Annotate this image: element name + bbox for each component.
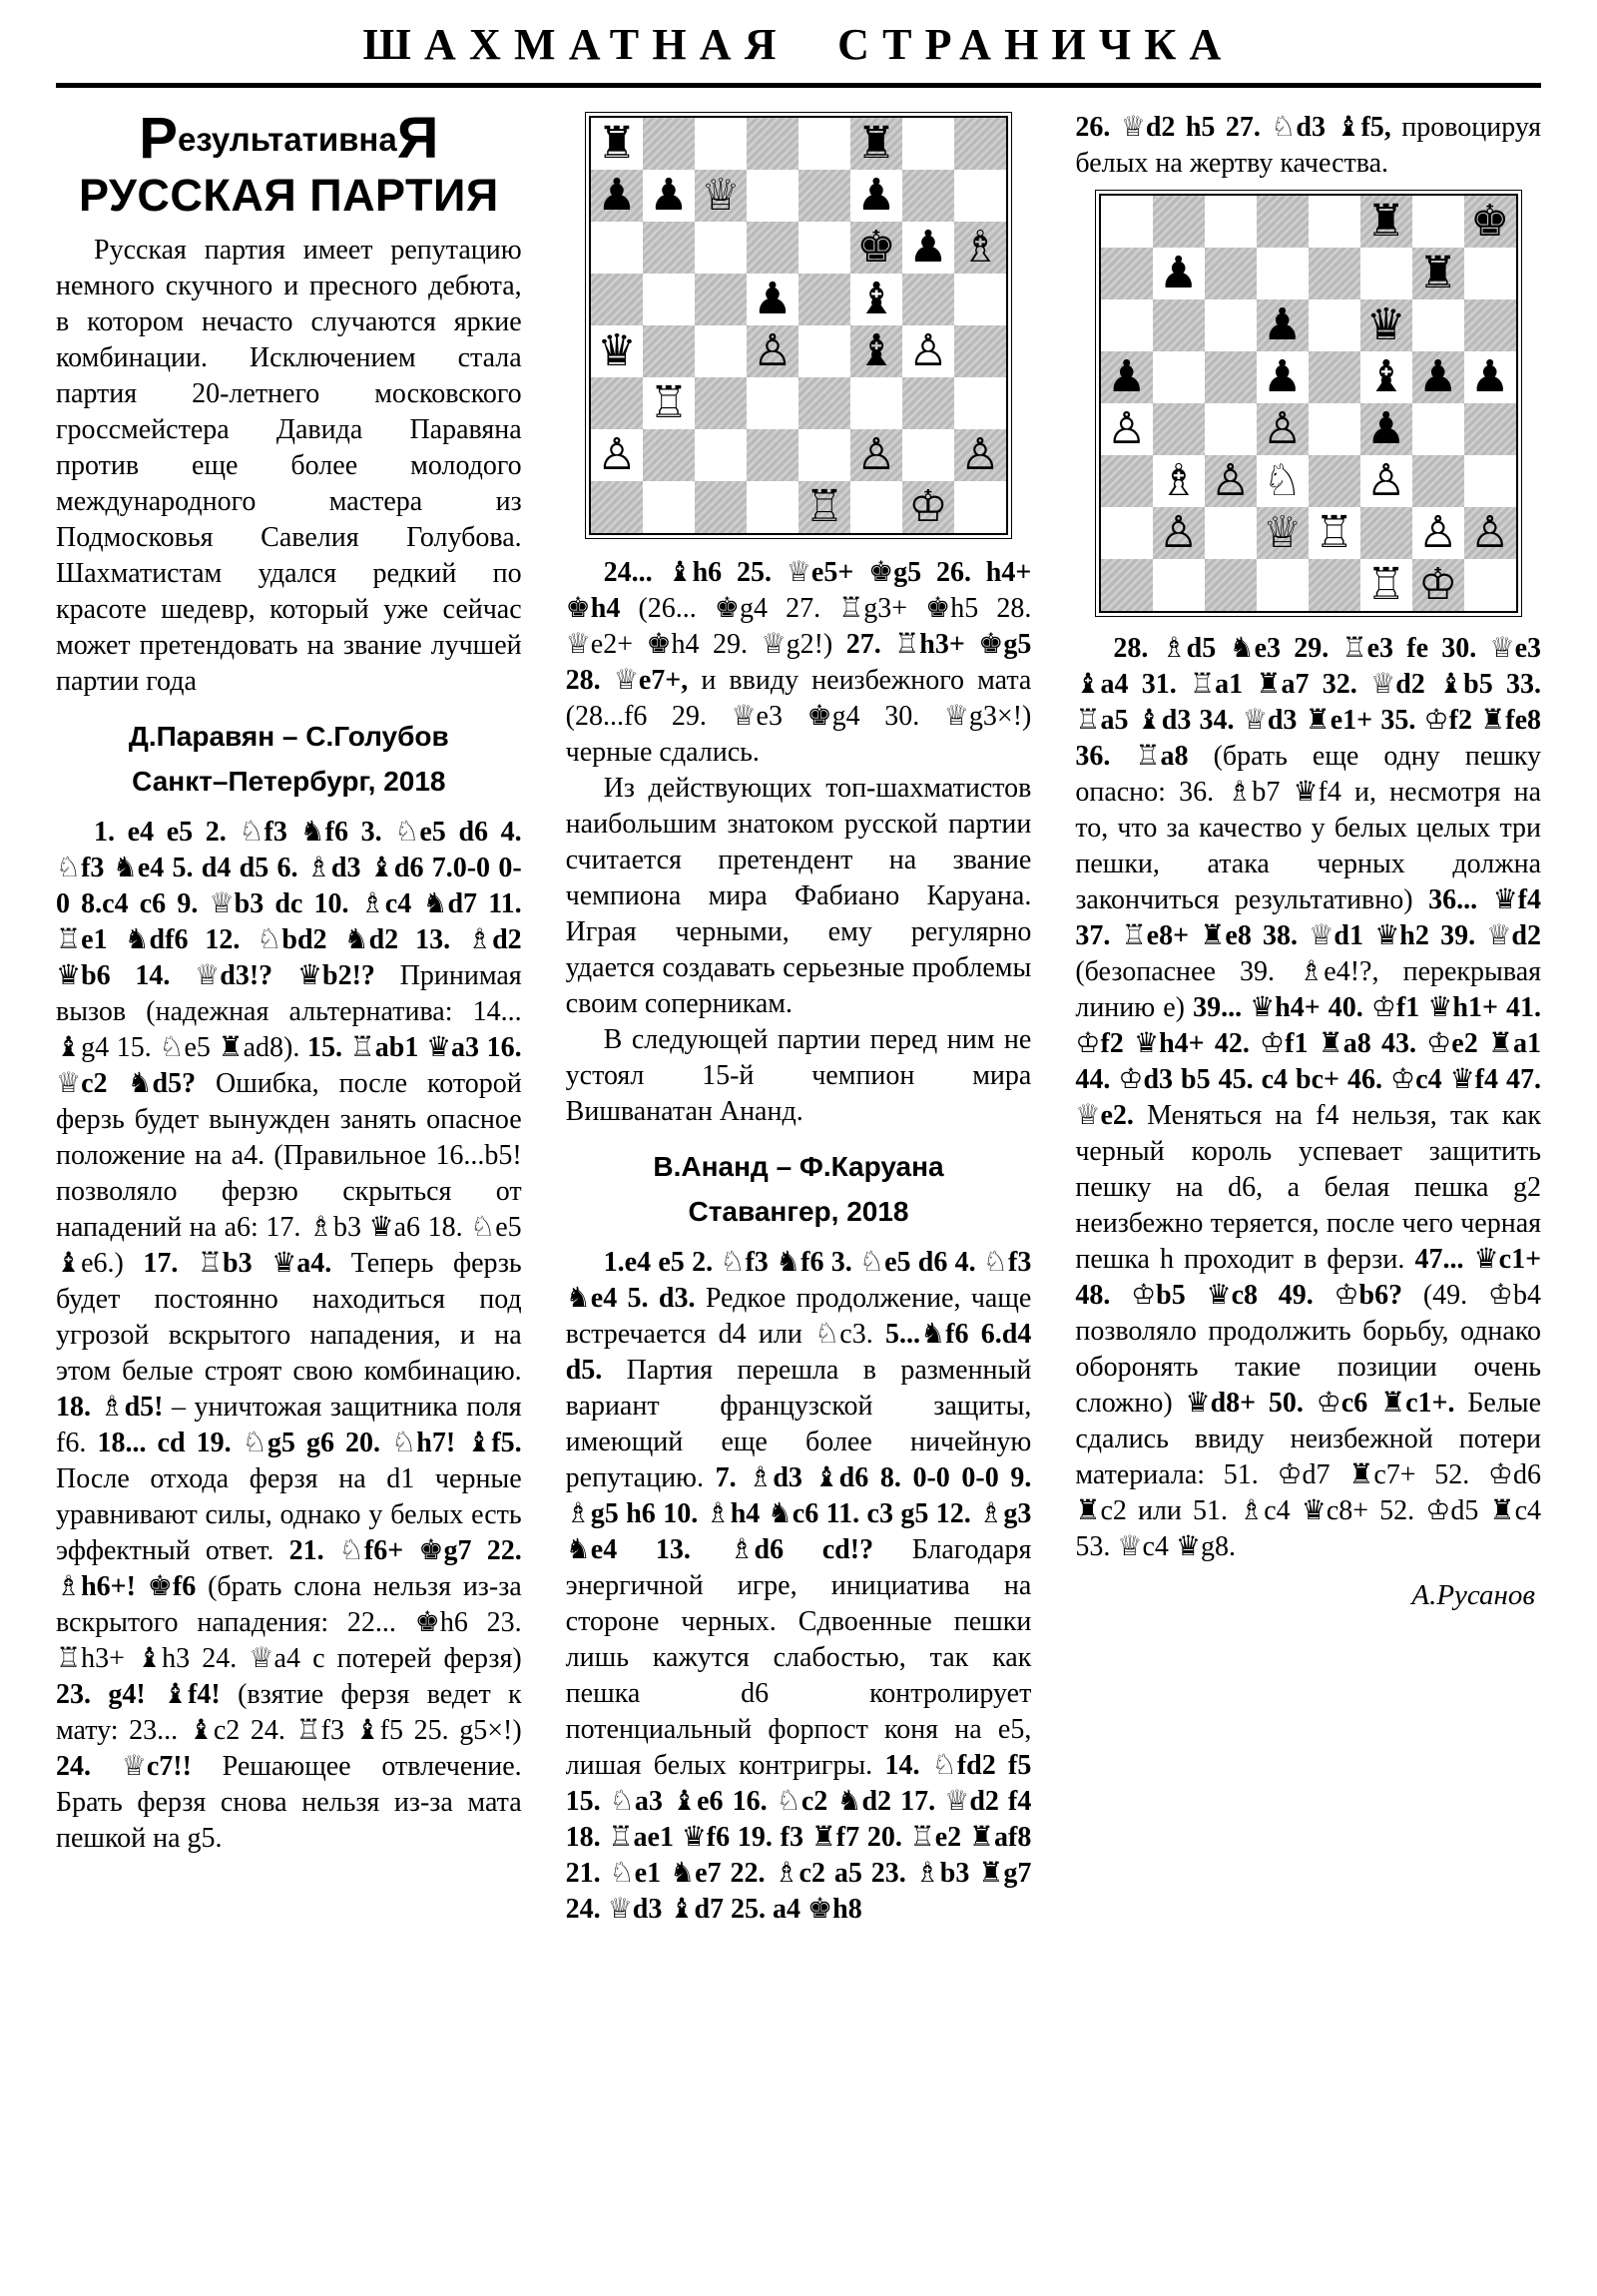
board-square bbox=[798, 377, 850, 429]
piece-black-king: ♚ bbox=[1464, 196, 1516, 248]
board-square bbox=[1309, 196, 1360, 248]
board-square bbox=[1309, 403, 1360, 455]
board-square bbox=[850, 377, 902, 429]
piece-white-pawn: ♙ bbox=[747, 325, 798, 377]
piece-black-pawn: ♟ bbox=[1153, 248, 1205, 299]
author-byline: А.Русанов bbox=[1411, 1578, 1536, 1611]
piece-white-pawn: ♙ bbox=[1101, 403, 1153, 455]
board-square bbox=[695, 274, 747, 325]
piece-black-bishop: ♝ bbox=[850, 274, 902, 325]
piece-white-pawn: ♙ bbox=[1464, 507, 1516, 559]
board-square bbox=[1360, 248, 1412, 299]
board-square bbox=[1153, 559, 1205, 611]
piece-white-pawn: ♙ bbox=[850, 429, 902, 481]
board-square bbox=[1205, 248, 1257, 299]
piece-white-rook: ♖ bbox=[798, 481, 850, 533]
board-square bbox=[1153, 299, 1205, 351]
board-square bbox=[798, 170, 850, 222]
board-square bbox=[1153, 403, 1205, 455]
board-square bbox=[1412, 299, 1464, 351]
board-square bbox=[1153, 196, 1205, 248]
column-middle bbox=[566, 110, 1032, 1928]
board-square bbox=[954, 377, 1006, 429]
piece-white-bishop: ♗ bbox=[1153, 455, 1205, 507]
board-square bbox=[1101, 299, 1153, 351]
piece-white-pawn: ♙ bbox=[1360, 455, 1412, 507]
board-square bbox=[798, 222, 850, 274]
piece-white-king: ♔ bbox=[902, 481, 954, 533]
piece-white-pawn: ♙ bbox=[1257, 403, 1309, 455]
piece-black-pawn: ♟ bbox=[1464, 351, 1516, 403]
game2-moves-part1: 1.e4 e5 2. ♘f3 ♞f6 3. ♘e5 d6 4. ♘f3 ♞e4 5. d3. Редкое продолжение, чаще встречается d4 или ♘c3. 5...♞f6 6.d4 d5. Партия перешла в разменный вариант французской защиты, имеющий еще более ничейную репутацию. 7. ♗d3 ♝d6 8. 0-0 0-0 9. ♗g5 h6 10. ♗h4 ♞c6 11. c3 g5 12. ♗g3 ♞e4 13. ♗d6 cd!? Благодаря энергичной игре, инициатива на стороне черных. Сдвоенные пешки лишь кажутся слабостью, так как пешка d6 контролирует потенциальный форпост коня на e5, лишая белых контригры. 14. ♘fd2 f5 15. ♘a3 ♝e6 16. ♘c2 ♞d2 17. ♕d2 f4 18. ♖ae1 ♛f6 19. f3 ♜f7 20. ♖e2 ♜af8 21. ♘e1 ♞e7 22. ♗c2 a5 23. ♗b3 ♜g7 24. ♕d3 ♝d7 25. a4 ♚h8 bbox=[565, 1246, 1032, 1925]
board-square bbox=[902, 377, 954, 429]
article-title-line2: РУССКАЯ ПАРТИЯ bbox=[79, 169, 499, 221]
board-square bbox=[1205, 507, 1257, 559]
board-square bbox=[902, 170, 954, 222]
board-square bbox=[1205, 299, 1257, 351]
header-divider bbox=[56, 83, 1541, 88]
piece-black-pawn: ♟ bbox=[850, 170, 902, 222]
interlude-paragraph-1: Из действующих топ-шахматистов наибольшим знатоком русской партии считается претендент на звание чемпиона мира Фабиано Каруана. Играя черными, ему регулярно удается создавать серьезные проблемы своим соперникам. bbox=[565, 772, 1032, 1019]
game1-moves-part1: 1. e4 e5 2. ♘f3 ♞f6 3. ♘e5 d6 4. ♘f3 ♞e4 5. d4 d5 6. ♗d3 ♝d6 7.0-0 0-0 8.c4 c6 9. ♕b3 dc 10. ♗c4 ♞d7 11. ♖e1 ♞df6 12. ♘bd2 ♞d2 13. ♗d2 ♛b6 14. ♕d3!? ♛b2!? Принимая вызов (надежная альтернатива: 14... ♝g4 15. ♘e5 ♜ad8). 15. ♖ab1 ♛a3 16. ♕c2 ♞d5? Ошибка, после которой ферзь будет вынужден занять опасное положение на a4. (Правильное 16...b5! позволяло ферзю скрыться от нападений на a6: 17. ♗b3 ♛a6 18. ♘e5 ♝e6.) 17. ♖b3 ♛a4. Теперь ферзь будет постоянно находиться под угрозой вскрытого нападения, и на этом белые строят свою комбинацию. 18. ♗d5! – уничтожая защитника поля f6. 18... cd 19. ♘g5 g6 20. ♘h7! ♝f5. После отхода ферзя на d1 черные уравнивают силы, однако у белых есть эффектный ответ. 21. ♘f6+ ♚g7 22. ♗h6+! ♚f6 (брать слона нельзя из-за вскрытого нападения: 22... ♚h6 23. ♖h3+ ♝h3 24. ♕a4 с потерей ферзя) 23. g4! ♝f4! (взятие ферзя ведет к мату: 23... ♝c2 24. ♖f3 ♝f5 25. g5×!) 24. ♕c7!! Решающее отвлечение. Брать ферзя снова нельзя из-за мата пешкой на g5. bbox=[56, 817, 522, 1855]
board-square bbox=[1153, 351, 1205, 403]
piece-black-bishop: ♝ bbox=[1360, 351, 1412, 403]
piece-black-pawn: ♟ bbox=[1412, 351, 1464, 403]
board-square bbox=[1464, 403, 1516, 455]
piece-white-pawn: ♙ bbox=[954, 429, 1006, 481]
article-title bbox=[56, 105, 522, 221]
board-square bbox=[1257, 248, 1309, 299]
piece-black-pawn: ♟ bbox=[643, 170, 695, 222]
game1-players-heading: Д.Паравян – С.Голубов bbox=[128, 720, 449, 752]
chess-diagram-2 bbox=[1099, 194, 1518, 613]
intro-paragraph: Русская партия имеет репутацию немного скучного и пресного дебюта, в котором нечасто случаются яркие комбинации. Исключением стала партия 20-летнего московского гроссмейстера Давида Паравяна против еще более молодого международного мастера из Подмосковья Савелия Голубова. Шахматистам удался редкий по красоте шедевр, который уже сейчас может претендовать на звание лучшей партии года bbox=[56, 234, 522, 697]
piece-black-queen: ♛ bbox=[591, 325, 643, 377]
board-square bbox=[695, 377, 747, 429]
piece-white-king: ♔ bbox=[1412, 559, 1464, 611]
board-square bbox=[1464, 455, 1516, 507]
piece-white-rook: ♖ bbox=[1309, 507, 1360, 559]
board-square bbox=[643, 429, 695, 481]
piece-white-rook: ♖ bbox=[1360, 559, 1412, 611]
board-square bbox=[1205, 403, 1257, 455]
board-square bbox=[798, 274, 850, 325]
piece-black-rook: ♜ bbox=[591, 118, 643, 170]
board-square bbox=[747, 481, 798, 533]
piece-white-queen: ♕ bbox=[695, 170, 747, 222]
board-square bbox=[1309, 559, 1360, 611]
board-square bbox=[1205, 559, 1257, 611]
board-square bbox=[695, 481, 747, 533]
board-square bbox=[643, 481, 695, 533]
piece-white-knight: ♘ bbox=[1257, 455, 1309, 507]
piece-white-pawn: ♙ bbox=[902, 325, 954, 377]
board-square bbox=[643, 274, 695, 325]
board-square bbox=[1464, 248, 1516, 299]
piece-black-pawn: ♟ bbox=[747, 274, 798, 325]
game2-venue-heading: Ставангер, 2018 bbox=[688, 1196, 909, 1228]
board-square bbox=[1101, 196, 1153, 248]
board-square bbox=[747, 377, 798, 429]
piece-white-pawn: ♙ bbox=[591, 429, 643, 481]
board-square bbox=[695, 429, 747, 481]
chess-diagram-1 bbox=[589, 116, 1008, 535]
board-square bbox=[643, 118, 695, 170]
board-square bbox=[1257, 196, 1309, 248]
board-square bbox=[1101, 248, 1153, 299]
board-square bbox=[591, 274, 643, 325]
board-square bbox=[1101, 559, 1153, 611]
game1-venue-heading: Санкт–Петербург, 2018 bbox=[132, 766, 446, 798]
board-square bbox=[695, 118, 747, 170]
board-square bbox=[643, 325, 695, 377]
piece-black-rook: ♜ bbox=[1412, 248, 1464, 299]
column-left bbox=[56, 105, 522, 1857]
piece-white-pawn: ♙ bbox=[1412, 507, 1464, 559]
board-square bbox=[902, 118, 954, 170]
game2-players-heading: В.Ананд – Ф.Каруана bbox=[653, 1150, 944, 1182]
board-square bbox=[643, 222, 695, 274]
board-square bbox=[798, 325, 850, 377]
title-final-cap: Я bbox=[396, 105, 439, 171]
piece-black-pawn: ♟ bbox=[1360, 403, 1412, 455]
piece-black-pawn: ♟ bbox=[1101, 351, 1153, 403]
game1-moves-part2: 24... ♝h6 25. ♕e5+ ♚g5 26. h4+ ♚h4 (26... ♚g4 27. ♖g3+ ♚h5 28. ♕e2+ ♚h4 29. ♕g2!) 27. ♖h3+ ♚g5 28. ♕e7+, и ввиду неизбежного мата (28...f6 29. ♕e3 ♚g4 30. ♕g3×!) черные сдались. bbox=[565, 556, 1032, 768]
article-title-line1 bbox=[56, 105, 522, 171]
board-square bbox=[747, 170, 798, 222]
board-square bbox=[1101, 455, 1153, 507]
piece-white-pawn: ♙ bbox=[1205, 455, 1257, 507]
piece-white-bishop: ♗ bbox=[954, 222, 1006, 274]
piece-black-queen: ♛ bbox=[1360, 299, 1412, 351]
page-header: ШАХМАТНАЯ СТРАНИЧКА bbox=[362, 20, 1235, 69]
board-square bbox=[591, 222, 643, 274]
piece-black-rook: ♜ bbox=[850, 118, 902, 170]
board-square bbox=[1205, 196, 1257, 248]
title-mid-text: езультативна bbox=[177, 120, 397, 158]
board-square bbox=[747, 118, 798, 170]
board-square bbox=[591, 377, 643, 429]
board-square bbox=[1464, 299, 1516, 351]
interlude-paragraph-2: В следующей партии перед ним не устоял 15-й чемпион мира Вишванатан Ананд. bbox=[565, 1023, 1032, 1127]
piece-black-bishop: ♝ bbox=[850, 325, 902, 377]
board-square bbox=[1412, 403, 1464, 455]
board-square bbox=[954, 481, 1006, 533]
game2-moves-part2: 26. ♕d2 h5 27. ♘d3 ♝f5, провоцируя белых на жертву качества. bbox=[1075, 111, 1542, 179]
piece-black-pawn: ♟ bbox=[902, 222, 954, 274]
board-square bbox=[747, 222, 798, 274]
board-square bbox=[1464, 559, 1516, 611]
board-square bbox=[1309, 351, 1360, 403]
board-square bbox=[954, 118, 1006, 170]
board-square bbox=[798, 118, 850, 170]
board-square bbox=[1309, 455, 1360, 507]
board-square bbox=[954, 274, 1006, 325]
piece-black-pawn: ♟ bbox=[591, 170, 643, 222]
board-square bbox=[850, 481, 902, 533]
piece-white-pawn: ♙ bbox=[1153, 507, 1205, 559]
board-square bbox=[798, 429, 850, 481]
piece-black-pawn: ♟ bbox=[1257, 299, 1309, 351]
board-square bbox=[695, 222, 747, 274]
board-square bbox=[954, 170, 1006, 222]
board-square bbox=[902, 274, 954, 325]
piece-black-king: ♚ bbox=[850, 222, 902, 274]
game2-moves-part3: 28. ♗d5 ♞e3 29. ♖e3 fe 30. ♕e3 ♝a4 31. ♖a1 ♜a7 32. ♕d2 ♝b5 33. ♖a5 ♝d3 34. ♕d3 ♜e1+ 35. ♔f2 ♜fe8 36. ♖a8 (брать еще одну пешку опасно: 36. ♗b7 ♛f4 и, несмотря на то, что за качество у белых целых три пешки, атака черных должна закончиться результативно) 36... ♛f4 37. ♖e8+ ♜e8 38. ♕d1 ♛h2 39. ♕d2 (безопаснее 39. ♗e4!?, перекрывая линию e) 39... ♛h4+ 40. ♔f1 ♛h1+ 41. ♔f2 ♛h4+ 42. ♔f1 ♜a8 43. ♔e2 ♜a1 44. ♔d3 b5 45. c4 bc+ 46. ♔c4 ♛f4 47. ♕e2. Меняться на f4 нельзя, так как черный король успевает защитить пешку на d6, а белая пешка g2 неизбежно теряется, после чего черная пешка h проходит в ферзи. 47... ♛c1+ 48. ♔b5 ♛c8 49. ♔b6? (49. ♔b4 позволяло продолжить борьбу, однако оборонять такие позиции очень сложно) ♛d8+ 50. ♔c6 ♜c1+. Белые сдались ввиду неизбежной потери материала: 51. ♔d7 ♜c7+ 52. ♔d6 ♜c2 или 51. ♗c4 ♛c8+ 52. ♔d5 ♜c4 53. ♕c4 ♛g8. bbox=[1075, 632, 1542, 1562]
board-square bbox=[902, 429, 954, 481]
piece-black-rook: ♜ bbox=[1360, 196, 1412, 248]
board-square bbox=[1412, 455, 1464, 507]
board-square bbox=[954, 325, 1006, 377]
board-square bbox=[1412, 196, 1464, 248]
board-square bbox=[1309, 248, 1360, 299]
board-square bbox=[695, 325, 747, 377]
board-square bbox=[1257, 559, 1309, 611]
piece-black-pawn: ♟ bbox=[1257, 351, 1309, 403]
board-square bbox=[1101, 507, 1153, 559]
board-square bbox=[1205, 351, 1257, 403]
column-right bbox=[1075, 110, 1541, 1613]
piece-white-rook: ♖ bbox=[643, 377, 695, 429]
board-square bbox=[1360, 507, 1412, 559]
board-square bbox=[747, 429, 798, 481]
piece-white-queen: ♕ bbox=[1257, 507, 1309, 559]
title-initial-cap: Р bbox=[139, 105, 178, 171]
board-square bbox=[1309, 299, 1360, 351]
columns-container bbox=[56, 105, 1542, 1928]
board-square bbox=[591, 481, 643, 533]
